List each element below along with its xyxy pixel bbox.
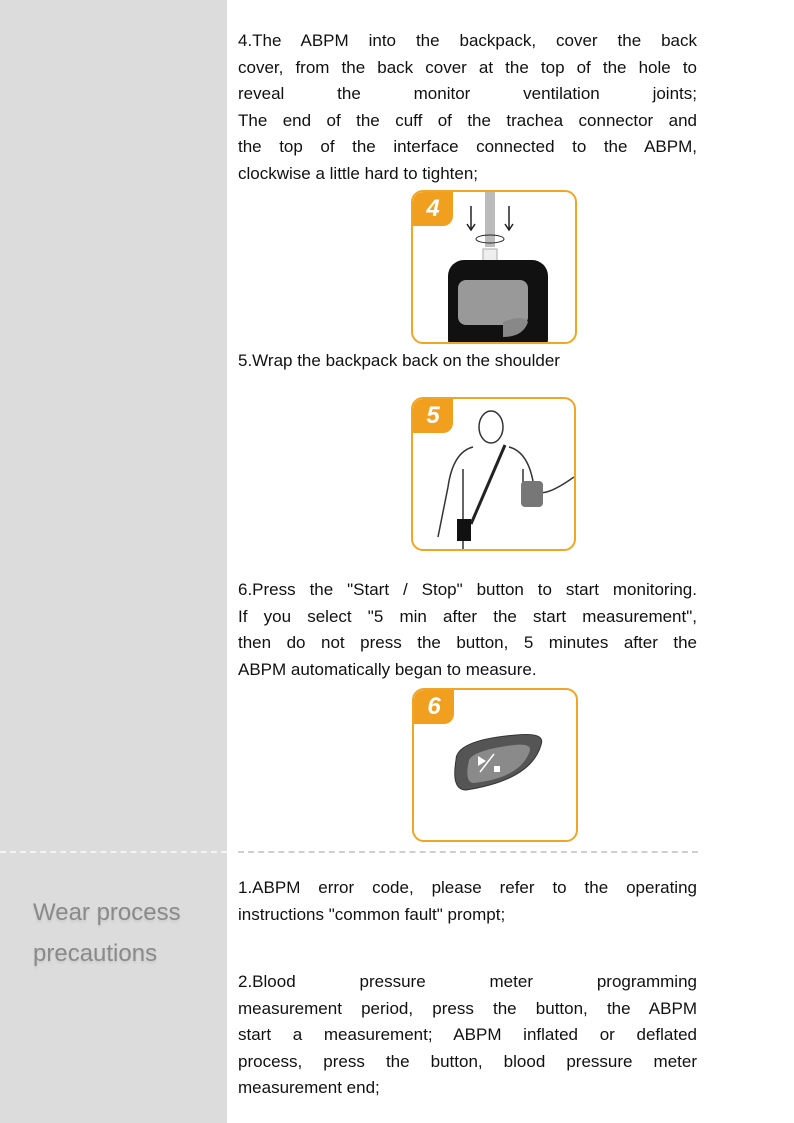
text-line: measurement end; bbox=[238, 1078, 380, 1097]
step4-badge: 4 bbox=[413, 192, 453, 226]
step4-text bbox=[238, 28, 697, 187]
section-divider-right bbox=[238, 851, 698, 853]
step5-badge: 5 bbox=[413, 399, 453, 433]
text-line: 1.ABPM error code, please refer to the operating bbox=[238, 878, 697, 897]
text-line: instructions "common fault" prompt; bbox=[238, 904, 506, 924]
section-label-line2: precautions bbox=[33, 940, 158, 967]
text-line: the top of the interface connected to the ABPM, bbox=[238, 137, 697, 156]
text-line: measurement period, press the button, the ABPM bbox=[238, 998, 697, 1018]
precaution-item-1 bbox=[238, 875, 697, 928]
text-line: ABPM automatically began to measure. bbox=[238, 659, 537, 679]
text-line: cover, from the back cover at the top of the hole to bbox=[238, 57, 697, 77]
section-label-line1: Wear process bbox=[33, 899, 181, 926]
text-line: 4.The ABPM into the backpack, cover the back bbox=[238, 31, 697, 50]
text-line: process, press the button, blood pressure meter bbox=[238, 1051, 697, 1071]
text-line: If you select "5 min after the start measurement", bbox=[238, 606, 697, 626]
precaution-item-2 bbox=[238, 969, 697, 1102]
text-line: 5.Wrap the backpack back on the shoulder bbox=[238, 351, 560, 370]
text-line: 2.Blood pressure meter programming bbox=[238, 972, 697, 991]
text-line: clockwise a little hard to tighten; bbox=[238, 163, 479, 183]
text-line: The end of the cuff of the trachea connector and bbox=[238, 110, 697, 130]
text-line: reveal the monitor ventilation joints; bbox=[238, 84, 697, 103]
text-line: start a measurement; ABPM inflated or deflated bbox=[238, 1025, 697, 1044]
step6-badge: 6 bbox=[414, 690, 454, 724]
step4-illustration bbox=[411, 190, 577, 344]
step5-illustration bbox=[411, 397, 576, 551]
text-line: 6.Press the "Start / Stop" button to start monitoring. bbox=[238, 580, 697, 599]
step6-text bbox=[238, 577, 697, 683]
section-divider-left bbox=[0, 851, 227, 853]
text-line: then do not press the button, 5 minutes after the bbox=[238, 633, 697, 652]
step5-text bbox=[238, 348, 697, 375]
step6-illustration bbox=[412, 688, 578, 842]
